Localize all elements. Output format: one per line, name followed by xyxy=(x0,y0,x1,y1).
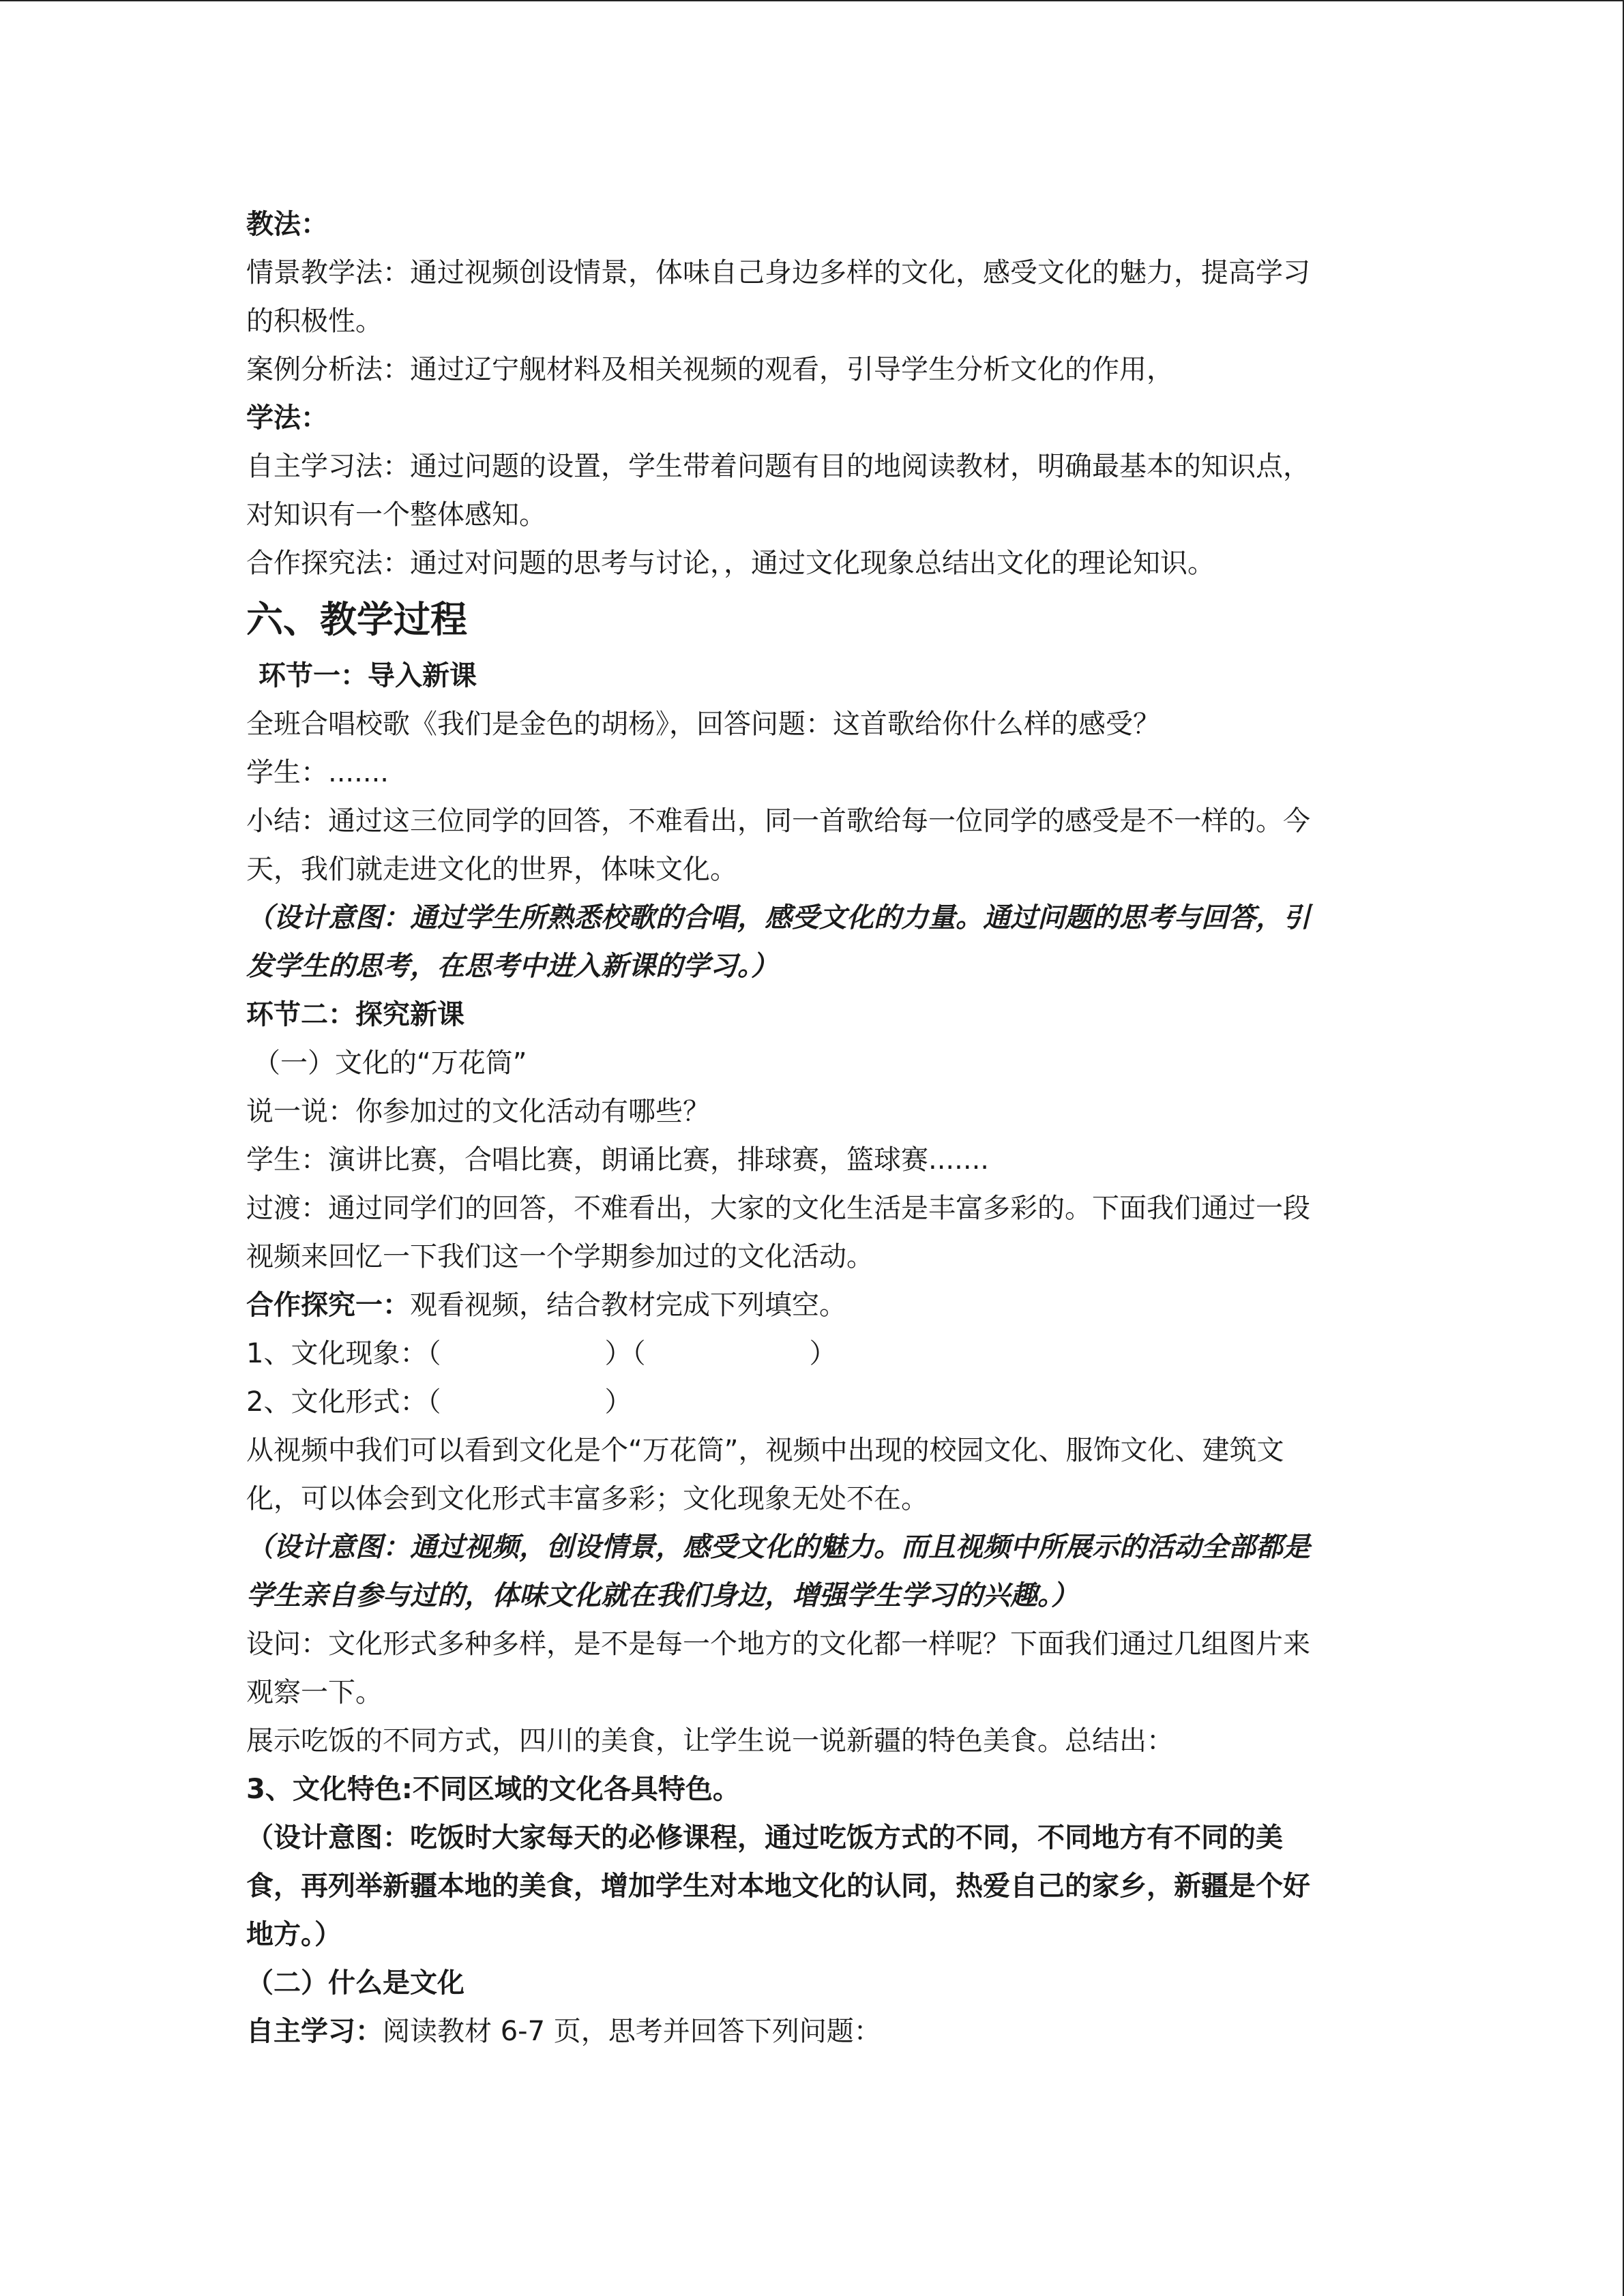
cooperative-inquiry-text: 观看视频，结合教材完成下列填空。 xyxy=(410,1289,846,1321)
text-line: 设问：文化形式多种多样，是不是每一个地方的文化都一样呢？下面我们通过几组图片来 xyxy=(246,1628,1310,1660)
text-line: 天，我们就走进文化的世界，体味文化。 xyxy=(246,854,737,885)
fill-blank-label: 1、文化现象：（ xyxy=(246,1338,441,1369)
text-line: 视频来回忆一下我们这一个学期参加过的文化活动。 xyxy=(246,1241,874,1272)
document-body xyxy=(246,200,1372,2056)
design-intent: （设计意图：通过视频，创设情景，感受文化的魅力。而且视频中所展示的活动全部都是 xyxy=(246,1532,1310,1563)
design-intent: 地方。） xyxy=(246,1919,342,1950)
cooperative-inquiry-line xyxy=(246,1281,1372,1330)
fill-blank-close: ） xyxy=(809,1338,837,1369)
key-point: 3、文化特色:不同区域的文化各具特色。 xyxy=(246,1774,740,1805)
fill-blank-separator: ）（ xyxy=(604,1338,646,1369)
text-line: 从视频中我们可以看到文化是个“万花筒”，视频中出现的校园文化、服饰文化、建筑文 xyxy=(246,1435,1284,1466)
text-line: 学生：演讲比赛，合唱比赛，朗诵比赛，排球赛，篮球赛....... xyxy=(246,1144,990,1176)
step-two-heading: 环节二：探究新课 xyxy=(246,999,464,1030)
section-heading: 六、教学过程 xyxy=(246,598,467,641)
learning-method-heading: 学法： xyxy=(246,402,328,434)
fill-blank-close: ） xyxy=(604,1386,632,1418)
cooperative-inquiry-label: 合作探究一： xyxy=(246,1289,410,1321)
subsection-heading: （二）什么是文化 xyxy=(246,1967,464,1999)
text-line: 化，可以体会到文化形式丰富多彩；文化现象无处不在。 xyxy=(246,1483,928,1515)
text-line: 观察一下。 xyxy=(246,1677,383,1708)
design-intent: 发学生的思考，在思考中进入新课的学习。） xyxy=(246,951,778,982)
text-line: 案例分析法：通过辽宁舰材料及相关视频的观看，引导学生分析文化的作用， xyxy=(246,354,1174,385)
step-one-heading: 环节一：导入新课 xyxy=(259,660,477,691)
self-study-text: 阅读教材 6-7 页，思考并回答下列问题： xyxy=(383,2016,881,2047)
text-line: 小结：通过这三位同学的回答，不难看出，同一首歌给每一位同学的感受是不一样的。今 xyxy=(246,805,1310,837)
text-line: 学生：....... xyxy=(246,757,389,788)
teaching-method-heading: 教法： xyxy=(246,209,328,240)
text-line: 全班合唱校歌《我们是金色的胡杨》，回答问题：这首歌给你什么样的感受？ xyxy=(246,709,1160,740)
fill-blank-line xyxy=(246,1378,1372,1427)
fill-blank-label: 2、文化形式：（ xyxy=(246,1386,441,1418)
design-intent: 食，再列举新疆本地的美食，增加学生对本地文化的认同，热爱自己的家乡，新疆是个好 xyxy=(246,1870,1310,1902)
self-study-label: 自主学习： xyxy=(246,2016,383,2047)
self-study-line xyxy=(246,2008,1372,2056)
text-line: 对知识有一个整体感知。 xyxy=(246,499,546,531)
subsection-heading: （一）文化的“万花筒” xyxy=(253,1047,527,1079)
text-line: 情景教学法：通过视频创设情景，体味自己身边多样的文化，感受文化的魅力，提高学习 xyxy=(246,257,1310,288)
text-line: 展示吃饭的不同方式，四川的美食，让学生说一说新疆的特色美食。总结出： xyxy=(246,1725,1174,1757)
text-line: 的积极性。 xyxy=(246,305,383,337)
fill-blank-line xyxy=(246,1330,1372,1378)
text-line: 过渡：通过同学们的回答，不难看出，大家的文化生活是丰富多彩的。下面我们通过一段 xyxy=(246,1193,1310,1224)
text-line: 合作探究法：通过对问题的思考与讨论，，通过文化现象总结出文化的理论知识。 xyxy=(246,548,1215,579)
text-line: 说一说：你参加过的文化活动有哪些？ xyxy=(246,1096,710,1127)
text-line: 自主学习法：通过问题的设置，学生带着问题有目的地阅读教材，明确最基本的知识点， xyxy=(246,451,1310,482)
design-intent: 学生亲自参与过的，体味文化就在我们身边，增强学生学习的兴趣。） xyxy=(246,1580,1078,1611)
design-intent: （设计意图：吃饭时大家每天的必修课程，通过吃饭方式的不同，不同地方有不同的美 xyxy=(246,1822,1283,1853)
design-intent: （设计意图：通过学生所熟悉校歌的合唱，感受文化的力量。通过问题的思考与回答，引 xyxy=(246,902,1310,934)
